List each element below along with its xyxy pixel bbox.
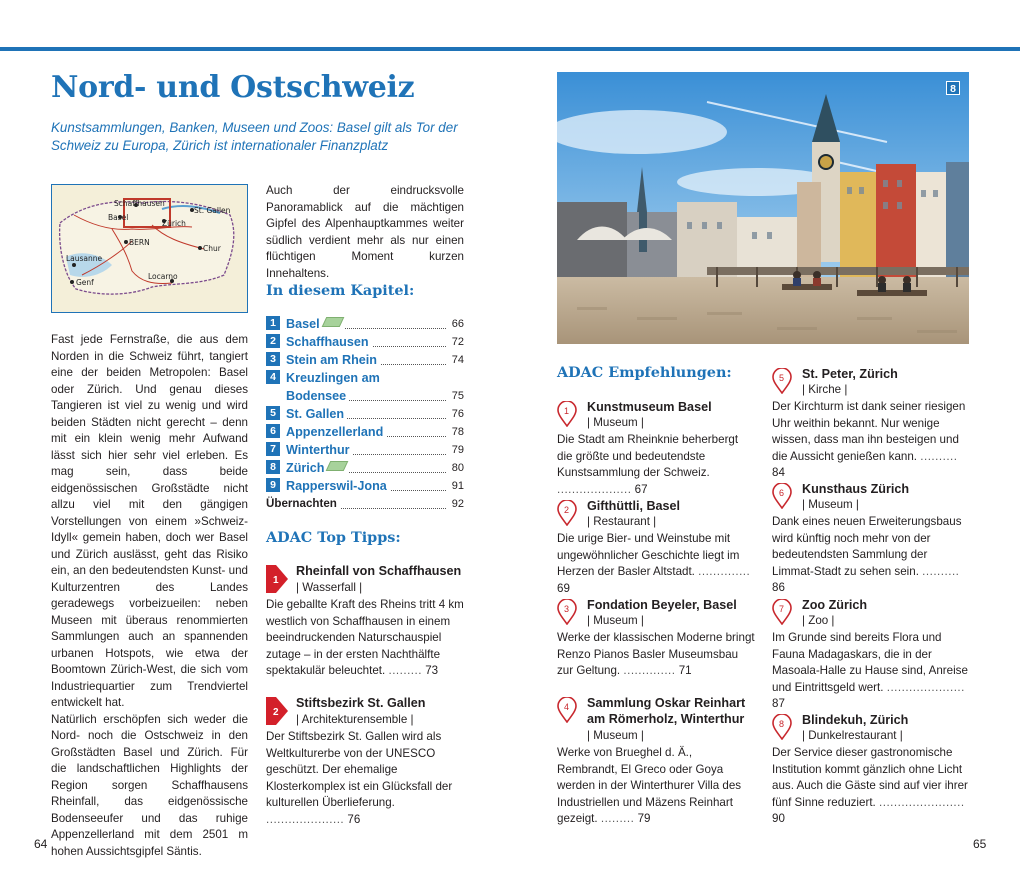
map-pin-icon	[772, 483, 792, 509]
recommendation-category: | Dunkelrestaurant |	[802, 729, 903, 742]
intro-text-mid	[266, 183, 464, 282]
map-pin-icon	[557, 599, 577, 625]
toc-page: 66	[450, 315, 464, 333]
recommendation-category: | Museum |	[802, 498, 859, 511]
recommendation-text: Der Kirchturm ist dank seiner riesigen Uhr weithin bekannt. Nur wenige wissen, dass man ihn besteigen und die Aussicht genießen kann. .......... 84	[772, 400, 966, 479]
toc-page: 92	[450, 495, 464, 513]
recommendation-page: 69	[557, 581, 570, 595]
top-tip-marker-icon	[266, 563, 290, 595]
toc-item-continuation[interactable]	[266, 387, 464, 405]
page-number-left: 64	[34, 837, 48, 851]
intro-paragraph: Auch der eindrucksvolle Panoramablick auf die mächtigen Gipfel des Alpenhauptkammes weiter südlich verdient mehr als nur einen flüchtigen Moment kurzen Innehaltens.	[266, 184, 464, 280]
svg-text:4: 4	[564, 702, 570, 712]
toc-page: 74	[450, 351, 464, 369]
recommendation-name: Zoo Zürich	[802, 598, 868, 612]
recommendation-page: 87	[772, 697, 785, 710]
toc-label: Stein am Rhein	[286, 351, 380, 369]
recommendation-name: Blindekuh, Zürich	[802, 713, 909, 727]
recommendation-name: Kunsthaus Zürich	[802, 482, 910, 496]
recommendations-heading: ADAC Empfehlungen:	[557, 364, 732, 381]
map-pin-icon	[772, 599, 792, 625]
overview-map	[51, 184, 248, 313]
toc-page: 75	[450, 387, 464, 405]
top-tip-text: Der Stiftsbezirk St. Gallen wird als Weltkulturerbe von der UNESCO geschützt. Der ehemalige Klosterkomplex ist ein Glücksfall der kulturellen Überlieferung. ..................... 76	[266, 730, 453, 826]
top-tip-marker-icon	[266, 695, 290, 727]
recommendation-text: Werke der klassischen Moderne bringt Renzo Pianos Basler Museumsbau zur Geltung. .............. 71	[557, 631, 755, 677]
svg-text:3: 3	[564, 604, 570, 614]
toc-label: Bodensee	[286, 387, 349, 405]
top-tip-name: Stiftsbezirk St. Gallen	[296, 696, 426, 710]
recommendation-name: Kunstmuseum Basel	[587, 400, 712, 414]
map-pin-icon	[557, 500, 577, 526]
recommendation-category: | Restaurant |	[587, 515, 657, 528]
svg-text:1: 1	[564, 406, 570, 416]
recommendation	[772, 367, 970, 479]
chapter-toc	[266, 315, 464, 513]
recommendation-text: Die urige Bier- und Weinstube mit ungewöhnlicher Geschichte liegt im Herzen der Basler Altstadt. .............. 69	[557, 532, 751, 595]
toc-item[interactable]	[266, 441, 464, 459]
recommendation-page: 90	[772, 812, 785, 825]
recommendation-category: | Museum |	[587, 416, 644, 429]
toc-item-overview[interactable]	[266, 495, 464, 513]
recommendation-name: Sammlung Oskar Reinhart	[587, 696, 746, 710]
top-tip	[266, 695, 464, 826]
toc-number: 4	[266, 370, 280, 384]
toc-label: Rapperswil-Jona	[286, 477, 390, 495]
recommendation-text: Werke von Brueghel d. Ä., Rembrandt, El Greco oder Goya werden in der Winterthurer Villa des Industriellen und Mäzens Reinhart gezeigt. ......... 79	[557, 746, 742, 825]
toc-page: 79	[450, 441, 464, 459]
recommendation-text: Im Grunde sind bereits Flora und Fauna Madagaskars, die in der Masoala-Halle zu Hause sind, Anreise und Eintrittsgeld wert. ..................... 87	[772, 631, 968, 710]
recommendation	[557, 599, 755, 683]
toc-page: 78	[450, 423, 464, 441]
map-pin-icon	[557, 697, 577, 723]
top-tip-category: | Wasserfall |	[296, 581, 363, 594]
intro-paragraph: Natürlich erschöpfen sich weder die Nord- noch die Ostschweiz in den Großstädten Basel und Zürich. Für die landschaftlichen Highlights der Region sorgen Schaffhausens Rheinfall, das eidgenössische Bodenseeufer und das ruhige Appenzellerland mit dem 2501 m hohen Aussichtsgipfel Säntis.	[51, 712, 248, 858]
svg-text:6: 6	[779, 488, 785, 498]
toc-label: Schaffhausen	[286, 333, 372, 351]
map-label-stgallen: St. Gallen	[194, 206, 231, 215]
map-label-lausanne: Lausanne	[66, 254, 103, 263]
recommendation-text: Die Stadt am Rheinknie beherbergt die größte und bedeutendste Kunstsammlung der Schweiz. .................... 67	[557, 433, 739, 496]
recommendation-category: | Zoo |	[802, 614, 835, 627]
map-label-genf: Genf	[76, 278, 94, 287]
top-tip-page: 76	[347, 812, 361, 826]
toc-item[interactable]	[266, 459, 464, 477]
toc-item[interactable]	[266, 315, 464, 333]
map-label-bern: BERN	[129, 238, 150, 247]
top-tips-heading: ADAC Top Tipps:	[266, 529, 401, 546]
chapter-title: Nord- und Ostschweiz	[51, 70, 415, 105]
toc-item[interactable]	[266, 333, 464, 351]
toc-number: 3	[266, 352, 280, 366]
toc-item[interactable]	[266, 351, 464, 369]
toc-item[interactable]	[266, 405, 464, 423]
toc-label: Kreuzlingen am	[286, 369, 383, 387]
top-tip-category: | Architekturensemble |	[296, 713, 414, 726]
chapter-subtitle: Kunstsammlungen, Banken, Museen und Zoos: Basel gilt als Tor der Schweiz zu Europa, Zürich ist internationaler Finanzplatz	[51, 120, 458, 153]
svg-text:2: 2	[273, 707, 279, 718]
toc-label: St. Gallen	[286, 405, 347, 423]
recommendation-category: | Kirche |	[802, 383, 848, 396]
toc-page: 91	[450, 477, 464, 495]
recommendation	[772, 598, 970, 710]
toc-number: 8	[266, 460, 280, 474]
recommendation-page: 86	[772, 581, 785, 594]
toc-item[interactable]	[266, 477, 464, 495]
svg-text:7: 7	[779, 604, 785, 614]
recommendation-text: Der Service dieser gastronomische Institution kommt gänzlich ohne Licht aus. Auch die Gäste sind auf vier ihrer fünf Sinne reduziert. ....................... 90	[772, 746, 968, 825]
recommendation-page: 84	[772, 466, 785, 479]
toc-number: 2	[266, 334, 280, 348]
map-pin-icon	[772, 368, 792, 394]
toc-page: 80	[450, 459, 464, 477]
intro-paragraph: Fast jede Fernstraße, die aus dem Norden in die Schweiz führt, tangiert eine der beiden Metropolen: Basel oder Zürich. Und genau dieses Tangieren ist viel zu wenig und wird beiden Städten nicht gerecht – denn mit ein klein wenig mehr Aufwand lässt sich hier sehr viel erleben. Es mag sein, dass beide eidgenössischen Großstädte nicht allzu viel mit den gängigen Vorstellungen von einem »Schweiz-Idyll« gemein haben, doch wer Basel und Zürich auslässt, geht das Risiko ein, an den bedeutendsten Kunst- und Kulturzentren des Landes geradewegs vorbeizueilen: neben Museen mit überaus renommierten Sammlungen auch an spannenden urbanen Hotspots, wie etwa der Boomtown Zürich-West, die sich vom Industriequartier zum Trendviertel entwickelt hat.	[51, 333, 248, 709]
map-icon	[326, 461, 349, 471]
toc-number: 1	[266, 316, 280, 330]
top-tip-name: Rheinfall von Schaffhausen	[296, 564, 462, 578]
toc-item[interactable]	[266, 423, 464, 441]
recommendation-page: 67	[634, 482, 648, 496]
toc-page: 76	[450, 405, 464, 423]
map-pin-icon	[557, 401, 577, 427]
intro-text-left	[51, 332, 248, 860]
recommendation-category: | Museum |	[587, 729, 644, 742]
recommendation-page: 71	[678, 664, 692, 677]
recommendation-name: St. Peter, Zürich	[802, 367, 898, 381]
recommendation-text: Dank eines neuen Erweiterungsbaus wird künftig noch mehr von der bedeutendsten Sammlung der Limmat-Stadt zu sehen sein. .......... 86	[772, 515, 962, 594]
toc-heading: In diesem Kapitel:	[266, 282, 415, 299]
page-number-right: 65	[973, 837, 987, 851]
map-pin-icon	[772, 714, 792, 740]
map-label-chur: Chur	[203, 244, 221, 253]
toc-number: 5	[266, 406, 280, 420]
recommendation	[557, 696, 755, 825]
recommendation-name: Fondation Beyeler, Basel	[587, 598, 737, 612]
map-icon	[321, 317, 344, 327]
top-rule	[0, 47, 1020, 51]
recommendation	[557, 400, 755, 496]
toc-label: Übernachten	[266, 495, 340, 513]
toc-label: Appenzellerland	[286, 423, 386, 441]
toc-item[interactable]	[266, 369, 464, 387]
toc-label: Basel	[286, 317, 320, 331]
recommendation	[772, 713, 970, 825]
toc-label: Winterthur	[286, 441, 353, 459]
map-label-zuerich: Zürich	[162, 219, 186, 228]
zurich-photo	[557, 72, 969, 344]
map-label-locarno: Locarno	[148, 272, 178, 281]
recommendation-name: Gifthüttli, Basel	[587, 499, 681, 513]
recommendation-page: 79	[637, 812, 651, 825]
map-label-basel: Basel	[108, 213, 129, 222]
recommendation-name-continued: am Römerholz, Winterthur	[587, 712, 745, 726]
toc-number: 6	[266, 424, 280, 438]
top-tip-page: 73	[425, 664, 439, 677]
top-tip	[266, 563, 464, 683]
svg-text:5: 5	[779, 373, 785, 383]
toc-label: Zürich	[286, 461, 325, 475]
top-tip-text: Die geballte Kraft des Rheins tritt 4 km westlich von Schaffhausen in einem beeindruckenden Naturschauspiel zutage – in der ersten Nachthälfte spektakulär beleuchtet. ......... 73	[266, 598, 464, 677]
svg-text:1: 1	[273, 575, 279, 586]
toc-number: 7	[266, 442, 280, 456]
photo-badge: 8	[946, 81, 960, 95]
toc-page: 72	[450, 333, 464, 351]
svg-text:2: 2	[564, 505, 570, 515]
recommendation	[557, 499, 755, 595]
recommendation	[772, 482, 970, 594]
recommendation-category: | Museum |	[587, 614, 644, 627]
toc-number: 9	[266, 478, 280, 492]
map-label-schaffhausen: Schaffhausen	[114, 199, 165, 208]
svg-text:8: 8	[779, 719, 785, 729]
